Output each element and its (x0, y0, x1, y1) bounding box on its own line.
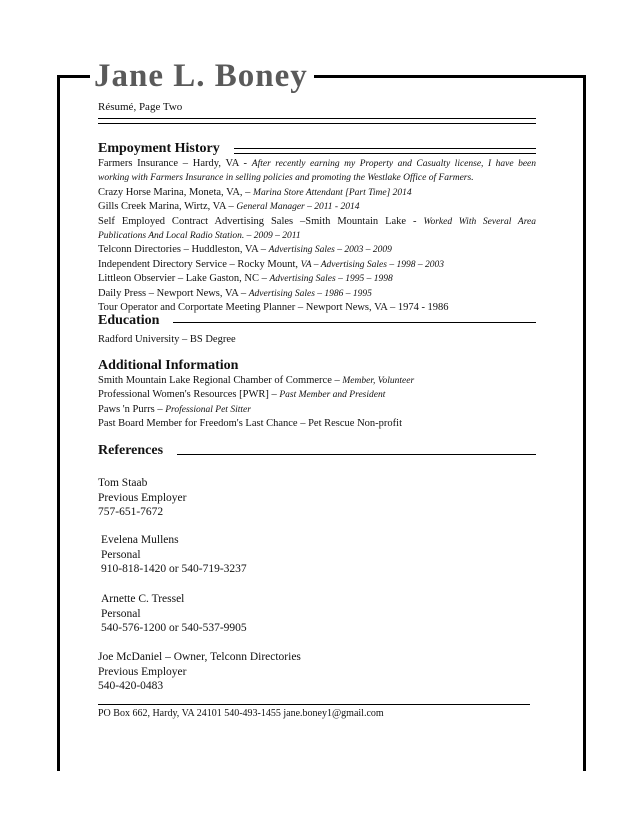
employment-entry: Telconn Directories – Huddleston, VA – Advertising Sales – 2003 – 2009 (98, 244, 392, 256)
frame-right-border (583, 75, 586, 771)
reference-entry (101, 592, 247, 636)
reference-name: Joe McDaniel – Owner, Telconn Directories (98, 651, 301, 663)
employment-entry: Independent Directory Service – Rocky Mount, VA – Advertising Sales – 1998 – 2003 (98, 258, 444, 270)
header-double-rule (98, 118, 536, 124)
additional-entry: Past Board Member for Freedom's Last Chance – Pet Rescue Non-profit (98, 418, 402, 430)
additional-entry: Professional Women's Resources [PWR] – Past Member and President (98, 389, 386, 401)
footer-rule (98, 704, 530, 705)
additional-list (98, 374, 536, 432)
employment-double-rule (234, 148, 536, 154)
reference-name: Evelena Mullens (101, 534, 179, 546)
reference-relation: Previous Employer (98, 491, 187, 504)
reference-phone: 540-576-1200 or 540-537-9905 (101, 622, 247, 635)
references-rule (177, 454, 536, 455)
reference-entry (98, 476, 186, 520)
reference-relation: Personal (101, 607, 141, 620)
employment-entry: Tour Operator and Corportate Meeting Planner – Newport News, VA – 1974 - 1986 (98, 302, 449, 314)
employment-entry: working with Farmers Insurance in selling policies and promoting the Westlake Office of Farmers. (98, 173, 474, 184)
education-list (98, 333, 536, 346)
reference-relation: Previous Employer (98, 665, 187, 678)
reference-entry (101, 533, 247, 577)
frame-top-border-left (57, 75, 90, 78)
education-heading: Education (98, 313, 160, 328)
education-rule (173, 322, 536, 323)
reference-name: Arnette C. Tressel (101, 593, 185, 605)
reference-relation: Personal (101, 548, 141, 561)
reference-phone: 757-651-7672 (98, 506, 164, 519)
employment-heading: Empoyment History (98, 141, 220, 156)
frame-left-border (57, 75, 60, 771)
references-heading: References (98, 443, 164, 458)
additional-heading: Additional Information (98, 358, 239, 373)
applicant-name: Jane L. Boney (94, 58, 308, 94)
additional-entry: Smith Mountain Lake Regional Chamber of Commerce – Member, Volunteer (98, 375, 415, 386)
frame-top-border-right (314, 75, 586, 78)
employment-entry: Daily Press – Newport News, VA – Advertising Sales – 1986 – 1995 (98, 287, 372, 299)
education-entry: Radford University – BS Degree (98, 334, 236, 345)
reference-name: Tom Staab (98, 477, 148, 489)
additional-entry: Paws 'n Purrs – Professional Pet Sitter (98, 403, 251, 415)
employment-entry: Gills Creek Marina, Wirtz, VA – General Manager – 2011 - 2014 (98, 201, 360, 213)
employment-entry: Self Employed Contract Advertising Sales –Smith Mountain Lake - Worked With Several Area (98, 215, 536, 227)
page-subtitle: Résumé, Page Two (98, 101, 183, 113)
employment-entry: Crazy Horse Marina, Moneta, VA, – Marina Store Attendant [Part Time] 2014 (98, 186, 412, 198)
reference-entry (98, 650, 301, 694)
employment-entry: Littleon Observier – Lake Gaston, NC – Advertising Sales – 1995 – 1998 (98, 273, 393, 285)
reference-phone: 910-818-1420 or 540-719-3237 (101, 563, 247, 576)
employment-list (98, 157, 536, 315)
employment-entry: Publications And Local Radio Station. – 2009 – 2011 (98, 231, 301, 242)
footer-contact: PO Box 662, Hardy, VA 24101 540-493-1455 jane.boney1@gmail.com (98, 708, 384, 719)
employment-entry: Farmers Insurance – Hardy, VA - After recently earning my Property and Casualty license, I have been (98, 158, 536, 169)
reference-phone: 540-420-0483 (98, 680, 164, 693)
